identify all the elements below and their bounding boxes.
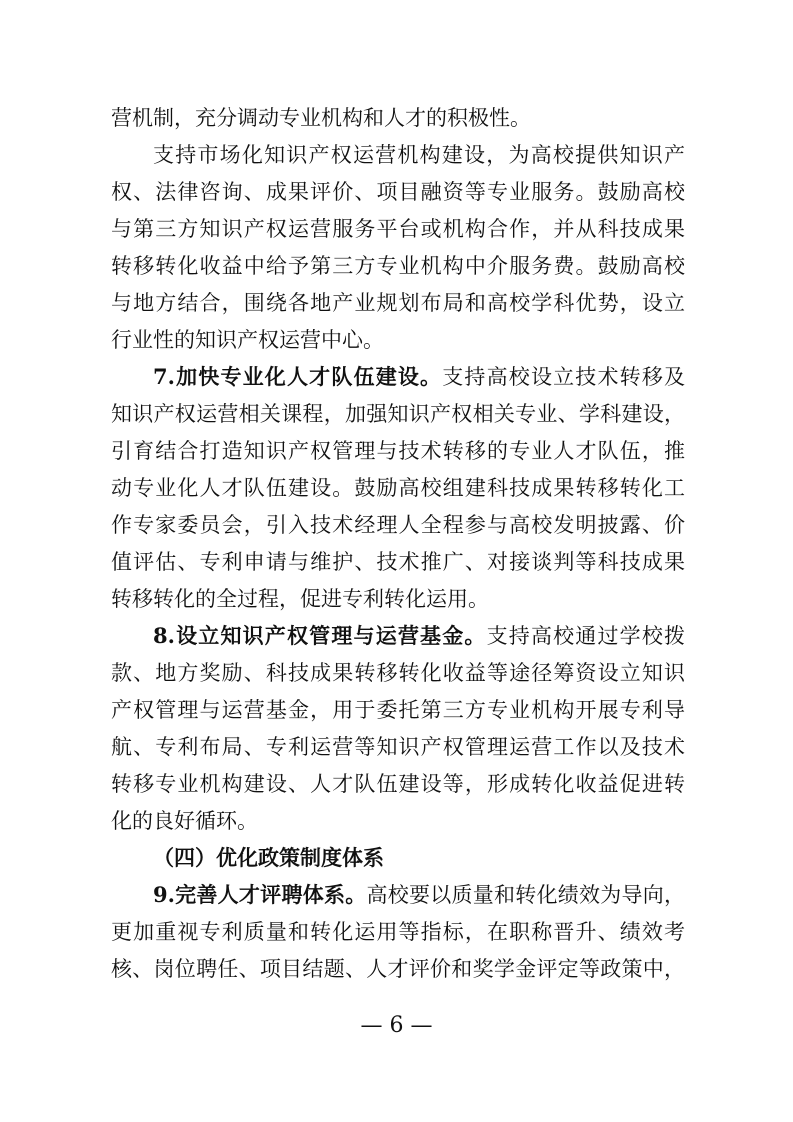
paragraph-line: 产权管理与运营基金，用于委托第三方专业机构开展专利导: [111, 698, 685, 722]
paragraph-line: 动专业化人才队伍建设。鼓励高校组建科技成果转移转化工: [111, 476, 685, 500]
page-number: — 6 —: [360, 1013, 433, 1038]
paragraph-line: 与第三方知识产权运营服务平台或机构合作，并从科技成果: [111, 217, 685, 241]
paragraph-line: 化的良好循环。: [111, 809, 258, 833]
item-heading-8: 8.设立知识产权管理与运营基金。: [153, 623, 487, 648]
paragraph-line: 转移专业机构建设、人才队伍建设等，形成转化收益促进转: [111, 772, 685, 796]
paragraph-line: 营机制，充分调动专业机构和人才的积极性。: [111, 106, 531, 130]
paragraph-line: 转移转化的全过程，促进专利转化运用。: [111, 587, 489, 611]
paragraph-line: 核、岗位聘任、项目结题、人才评价和奖学金评定等政策中，: [111, 957, 685, 981]
paragraph-first-line: [153, 622, 685, 650]
paragraph-line: 行业性的知识产权运营中心。: [111, 328, 384, 352]
paragraph-line: 作专家委员会，引入技术经理人全程参与高校发明披露、价: [111, 513, 685, 537]
paragraph-line: 支持市场化知识产权运营机构建设，为高校提供知识产: [153, 143, 685, 167]
paragraph-line: 与地方结合，围绕各地产业规划布局和高校学科优势，设立: [111, 291, 685, 315]
paragraph-line: 款、地方奖励、科技成果转移转化收益等途径筹资设立知识: [111, 661, 685, 685]
paragraph-line: 值评估、专利申请与维护、技术推广、对接谈判等科技成果: [111, 550, 685, 574]
paragraph-line: 航、专利布局、专利运营等知识产权管理运营工作以及技术: [111, 735, 685, 759]
item-heading-9: 9.完善人才评聘体系。: [153, 882, 367, 907]
section-heading: （四）优化政策制度体系: [153, 845, 384, 870]
paragraph-line: 引育结合打造知识产权管理与技术转移的专业人才队伍，推: [111, 439, 685, 463]
paragraph-line: 更加重视专利质量和转化运用等指标，在职称晋升、绩效考: [111, 920, 685, 944]
paragraph-line: 转移转化收益中给予第三方专业机构中介服务费。鼓励高校: [111, 254, 685, 278]
paragraph-first-line: [153, 363, 685, 391]
paragraph-text: 支持高校设立技术转移及: [442, 365, 685, 389]
paragraph-text: 高校要以质量和转化绩效为导向，: [366, 883, 685, 907]
paragraph-line: 权、法律咨询、成果评价、项目融资等专业服务。鼓励高校: [111, 180, 685, 204]
item-heading-7: 7.加快专业化人才队伍建设。: [153, 364, 443, 389]
paragraph-line: 知识产权运营相关课程，加强知识产权相关专业、学科建设，: [111, 402, 685, 426]
paragraph-text: 支持高校通过学校拨: [486, 624, 685, 648]
paragraph-first-line: [153, 881, 685, 909]
